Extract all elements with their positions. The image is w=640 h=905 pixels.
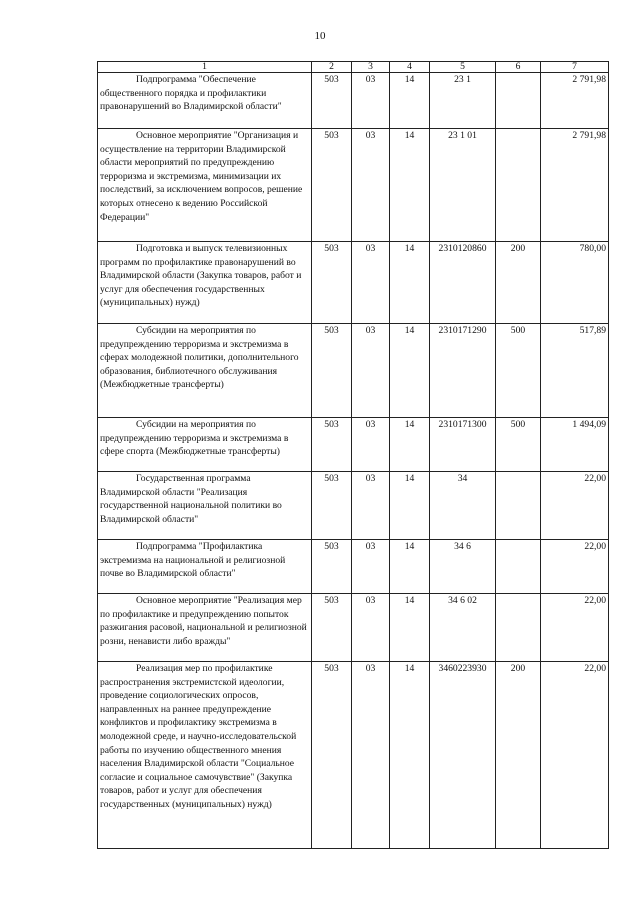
cell-c4: 14 <box>390 418 430 472</box>
cell-c3: 03 <box>352 129 390 242</box>
row-name-cell <box>98 242 312 324</box>
row-name-cell <box>98 418 312 472</box>
cell-c4: 14 <box>390 472 430 540</box>
cell-c6 <box>496 594 541 662</box>
cell-c4: 14 <box>390 324 430 418</box>
row-name: Подпрограмма "Обеспечение общественного порядка и профилактики правонарушений во Владимирской области" <box>100 74 282 113</box>
header-col-7: 7 <box>541 62 609 73</box>
cell-c2: 503 <box>312 73 352 129</box>
cell-c4: 14 <box>390 242 430 324</box>
header-col-1: 1 <box>98 62 312 73</box>
row-name: Субсидии на мероприятия по предупреждению терроризма и экстремизма в сферах молодежной политики, дополнительного образования, библиотечного обслуживания (Межбюджетные трансферты) <box>100 325 299 391</box>
cell-c2: 503 <box>312 242 352 324</box>
table-row <box>98 418 609 472</box>
cell-c3: 03 <box>352 662 390 849</box>
table-row <box>98 73 609 129</box>
table-row <box>98 662 609 849</box>
row-name-cell <box>98 129 312 242</box>
cell-c2: 503 <box>312 594 352 662</box>
cell-c6 <box>496 73 541 129</box>
cell-c5: 23 1 01 <box>430 129 496 242</box>
table-row <box>98 472 609 540</box>
row-name: Реализация мер по профилактике распространения экстремистской идеологии, проведение социологических опросов, направленных на раннее предупреждение конфликтов и профилактику экстремизма в молодежной среде, и научно-исследовательской работы по изучению общественного мнения населения Владимирской области "Социальное согласие и социальное самочувствие" (Закупка товаров, работ и услуг для обеспечения государственных (муниципальных) нужд) <box>100 663 297 810</box>
row-name: Основное мероприятие "Организация и осуществление на территории Владимирской области мероприятий по предупреждению терроризма и экстремизма, минимизации их последствий, за исключением вопросов, решение которых отнесено к ведению Российской Федерации" <box>100 130 303 223</box>
header-col-5: 5 <box>430 62 496 73</box>
header-col-3: 3 <box>352 62 390 73</box>
cell-c6 <box>496 129 541 242</box>
cell-c5: 3460223930 <box>430 662 496 849</box>
cell-c7: 22,00 <box>541 540 609 594</box>
row-name: Основное мероприятие "Реализация мер по профилактике и предупреждению попыток разжигания расовой, национальной и религиозной розни, ненависти либо вражды" <box>100 595 307 647</box>
row-name-cell <box>98 540 312 594</box>
table-row <box>98 324 609 418</box>
cell-c6: 200 <box>496 242 541 324</box>
cell-c5: 2310120860 <box>430 242 496 324</box>
cell-c2: 503 <box>312 324 352 418</box>
cell-c5: 2310171290 <box>430 324 496 418</box>
row-name: Подготовка и выпуск телевизионных программ по профилактике правонарушений во Владимирской области (Закупка товаров, работ и услуг для обеспечения государственных (муниципальных) нужд) <box>100 243 302 309</box>
row-name-cell <box>98 594 312 662</box>
row-name: Субсидии на мероприятия по предупреждению терроризма и экстремизма в сфере спорта (Межбюджетные трансферты) <box>100 419 289 458</box>
cell-c6 <box>496 472 541 540</box>
cell-c5: 34 <box>430 472 496 540</box>
cell-c7: 22,00 <box>541 594 609 662</box>
cell-c5: 2310171300 <box>430 418 496 472</box>
cell-c7: 22,00 <box>541 472 609 540</box>
row-name: Государственная программа Владимирской области "Реализация государственной национальной политики во Владимирской области" <box>100 473 282 525</box>
cell-c4: 14 <box>390 540 430 594</box>
table-row <box>98 242 609 324</box>
cell-c7: 780,00 <box>541 242 609 324</box>
cell-c7: 2 791,98 <box>541 129 609 242</box>
cell-c3: 03 <box>352 73 390 129</box>
cell-c2: 503 <box>312 540 352 594</box>
cell-c7: 2 791,98 <box>541 73 609 129</box>
cell-c5: 34 6 <box>430 540 496 594</box>
cell-c6: 500 <box>496 418 541 472</box>
row-name-cell <box>98 472 312 540</box>
cell-c2: 503 <box>312 129 352 242</box>
page-number: 10 <box>314 30 326 42</box>
cell-c7: 22,00 <box>541 662 609 849</box>
budget-table <box>97 61 609 849</box>
cell-c7: 1 494,09 <box>541 418 609 472</box>
cell-c2: 503 <box>312 662 352 849</box>
cell-c3: 03 <box>352 472 390 540</box>
cell-c3: 03 <box>352 418 390 472</box>
header-col-4: 4 <box>390 62 430 73</box>
cell-c4: 14 <box>390 73 430 129</box>
cell-c5: 23 1 <box>430 73 496 129</box>
header-row <box>98 62 609 73</box>
cell-c4: 14 <box>390 594 430 662</box>
table-row <box>98 129 609 242</box>
table-row <box>98 594 609 662</box>
cell-c4: 14 <box>390 662 430 849</box>
row-name-cell <box>98 662 312 849</box>
cell-c7: 517,89 <box>541 324 609 418</box>
cell-c3: 03 <box>352 540 390 594</box>
cell-c6: 200 <box>496 662 541 849</box>
row-name: Подпрограмма "Профилактика экстремизма на национальной и религиозной почве во Владимирской области" <box>100 541 286 580</box>
cell-c6: 500 <box>496 324 541 418</box>
cell-c3: 03 <box>352 242 390 324</box>
header-col-2: 2 <box>312 62 352 73</box>
cell-c2: 503 <box>312 472 352 540</box>
cell-c4: 14 <box>390 129 430 242</box>
row-name-cell <box>98 324 312 418</box>
cell-c3: 03 <box>352 324 390 418</box>
cell-c6 <box>496 540 541 594</box>
table-row <box>98 540 609 594</box>
cell-c2: 503 <box>312 418 352 472</box>
header-col-6: 6 <box>496 62 541 73</box>
cell-c3: 03 <box>352 594 390 662</box>
cell-c5: 34 6 02 <box>430 594 496 662</box>
row-name-cell <box>98 73 312 129</box>
